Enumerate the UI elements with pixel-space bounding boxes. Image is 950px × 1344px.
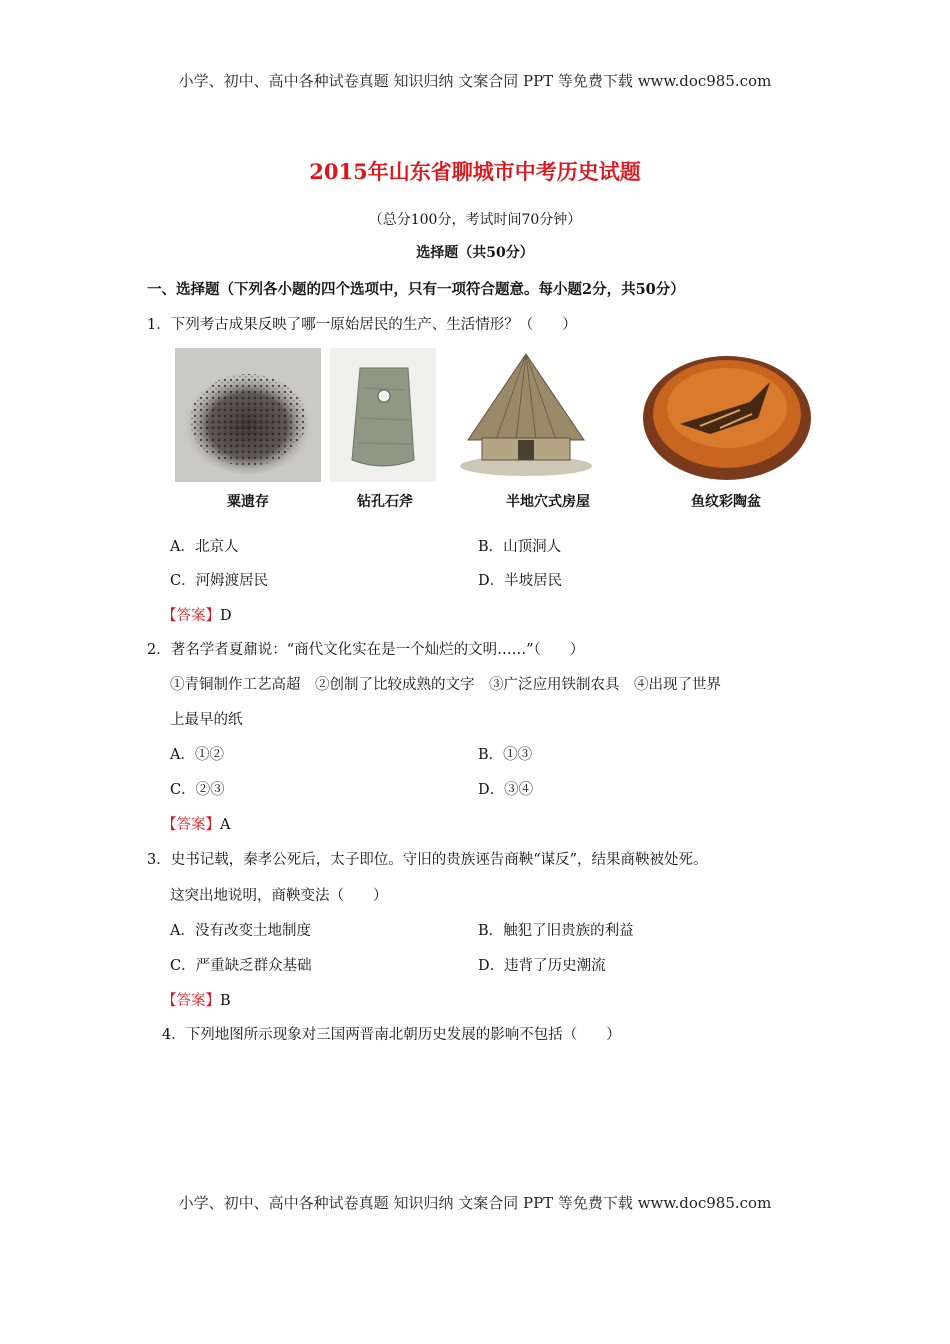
q2-stem: 2．著名学者夏鼐说：“商代文化实在是一个灿烂的文明……”（ ）: [147, 642, 585, 658]
section-title: 选择题（共50分）: [416, 245, 534, 261]
answer-tag: 【答案】: [162, 817, 220, 833]
q2-option-a: A．①②: [170, 747, 224, 763]
exam-info: （总分100分，考试时间70分钟）: [368, 212, 582, 228]
q1-option-c: C．河姆渡居民: [170, 573, 269, 589]
q2-answer-value: A: [220, 817, 231, 833]
q1-caption-4: 鱼纹彩陶盆: [691, 494, 761, 510]
q3-answer: [162, 989, 231, 1010]
q3-stem-line1: 3．史书记载，秦孝公死后，太子即位。守旧的贵族诬告商鞅“谋反”，结果商鞅被处死。: [147, 852, 708, 868]
q2-items-line2: 上最早的纸: [170, 712, 243, 728]
q2-option-c: C．②③: [170, 782, 225, 798]
q1-stem: 1．下列考古成果反映了哪一原始居民的生产、生活情形？（ ）: [147, 317, 577, 333]
answer-tag: 【答案】: [162, 608, 220, 624]
q3-option-d: D．违背了历史潮流: [478, 958, 606, 974]
answer-tag: 【答案】: [162, 993, 220, 1009]
q1-option-d: D．半坡居民: [478, 573, 563, 589]
part-heading: 一、选择题（下列各小题的四个选项中，只有一项符合题意。每小题2分，共50分）: [147, 281, 685, 298]
q1-option-b: B．山顶洞人: [478, 539, 562, 555]
q3-option-a: A．没有改变土地制度: [170, 923, 311, 939]
q3-answer-value: B: [220, 993, 231, 1009]
q1-caption-1: 粟遗存: [227, 494, 269, 510]
q2-answer: [162, 813, 230, 834]
q2-option-b: B．①③: [478, 747, 533, 763]
q4-stem: 4．下列地图所示现象对三国两晋南北朝历史发展的影响不包括（ ）: [162, 1027, 621, 1043]
q1-answer: [162, 604, 232, 625]
q2-option-d: D．③④: [478, 782, 534, 798]
page-footer: 小学、初中、高中各种试卷真题 知识归纳 文案合同 PPT 等免费下载 www.doc985.com: [178, 1194, 772, 1212]
q1-answer-value: D: [220, 608, 232, 624]
q3-stem-line2: 这突出地说明，商鞅变法（ ）: [170, 888, 388, 904]
q1-caption-3: 半地穴式房屋: [506, 494, 590, 510]
page-header: 小学、初中、高中各种试卷真题 知识归纳 文案合同 PPT 等免费下载 www.doc985.com: [178, 72, 772, 90]
painted-pottery-basin-image: [640, 348, 814, 482]
q1-caption-2: 钻孔石斧: [357, 494, 413, 510]
page-title: 2015年山东省聊城市中考历史试题: [309, 159, 641, 184]
millet-remains-image: [175, 348, 321, 482]
q2-items-line1: ①青铜制作工艺高超 ②创制了比较成熟的文字 ③广泛应用铁制农具 ④出现了世界: [170, 677, 721, 693]
q3-option-c: C．严重缺乏群众基础: [170, 958, 312, 974]
q1-option-a: A．北京人: [170, 539, 239, 555]
stone-axe-image: [330, 348, 436, 482]
q3-option-b: B．触犯了旧贵族的利益: [478, 923, 634, 939]
semi-subterranean-house-image: [456, 348, 596, 482]
